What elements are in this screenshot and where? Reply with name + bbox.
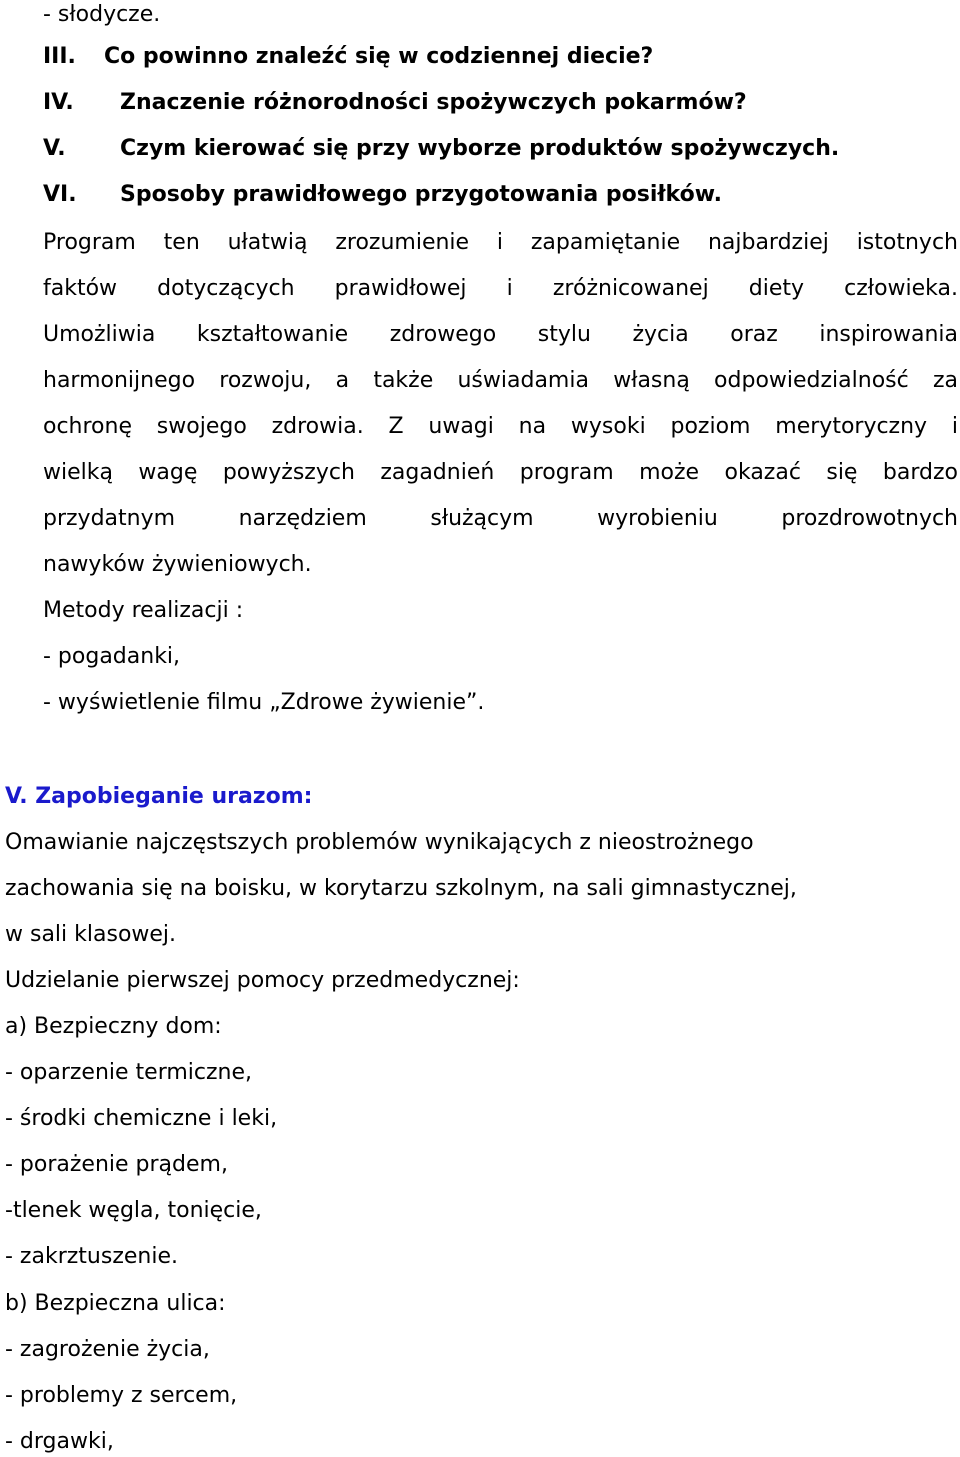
paragraph-line: Umożliwia kształtowanie zdrowego stylu życia oraz inspirowania xyxy=(43,322,958,347)
section-heading: V. Zapobieganie urazom: xyxy=(5,784,313,809)
list-item-text: Sposoby prawidłowego przygotowania posiłków. xyxy=(120,182,722,207)
paragraph-line: harmonijnego rozwoju, a także uświadamia własną odpowiedzialność za xyxy=(43,368,958,393)
home-item: - środki chemiczne i leki, xyxy=(5,1106,278,1131)
intro-line: Omawianie najczęstszych problemów wynikających z nieostrożnego xyxy=(5,830,754,855)
list-number: IV. xyxy=(43,90,74,115)
list-number: V. xyxy=(43,136,66,161)
methods-item: - wyświetlenie filmu „Zdrowe żywienie”. xyxy=(43,690,485,715)
list-item-text: Czym kierować się przy wyborze produktów spożywczych. xyxy=(120,136,840,161)
list-item-text: Znaczenie różnorodności spożywczych pokarmów? xyxy=(120,90,747,115)
home-item: - porażenie prądem, xyxy=(5,1152,228,1177)
street-item: - drgawki, xyxy=(5,1429,114,1454)
methods-title: Metody realizacji : xyxy=(43,598,244,623)
street-item: - problemy z sercem, xyxy=(5,1383,238,1408)
street-item: - zagrożenie życia, xyxy=(5,1337,210,1362)
home-item: - zakrztuszenie. xyxy=(5,1244,178,1269)
methods-item: - pogadanki, xyxy=(43,644,181,669)
list-number: III. xyxy=(43,44,76,69)
paragraph-line: przydatnym narzędziem służącym wyrobieniu prozdrowotnych xyxy=(43,506,958,531)
street-title: b) Bezpieczna ulica: xyxy=(5,1291,226,1316)
paragraph-line: wielką wagę powyższych zagadnień program może okazać się bardzo xyxy=(43,460,958,485)
sweets-item: - słodycze. xyxy=(43,2,161,27)
paragraph-line: faktów dotyczących prawidłowej i zróżnicowanej diety człowieka. xyxy=(43,276,958,301)
list-item-text: Co powinno znaleźć się w codziennej diecie? xyxy=(104,44,654,69)
intro-line: zachowania się na boisku, w korytarzu szkolnym, na sali gimnastycznej, xyxy=(5,876,797,901)
home-title: a) Bezpieczny dom: xyxy=(5,1014,222,1039)
first-aid-title: Udzielanie pierwszej pomocy przedmedycznej: xyxy=(5,968,520,993)
home-item: - oparzenie termiczne, xyxy=(5,1060,253,1085)
home-item: -tlenek węgla, tonięcie, xyxy=(5,1198,262,1223)
paragraph-line: Program ten ułatwią zrozumienie i zapamiętanie najbardziej istotnych xyxy=(43,230,958,255)
intro-line: w sali klasowej. xyxy=(5,922,177,947)
paragraph-line: ochronę swojego zdrowia. Z uwagi na wysoki poziom merytoryczny i xyxy=(43,414,958,439)
list-number: VI. xyxy=(43,182,77,207)
paragraph-line: nawyków żywieniowych. xyxy=(43,552,312,577)
